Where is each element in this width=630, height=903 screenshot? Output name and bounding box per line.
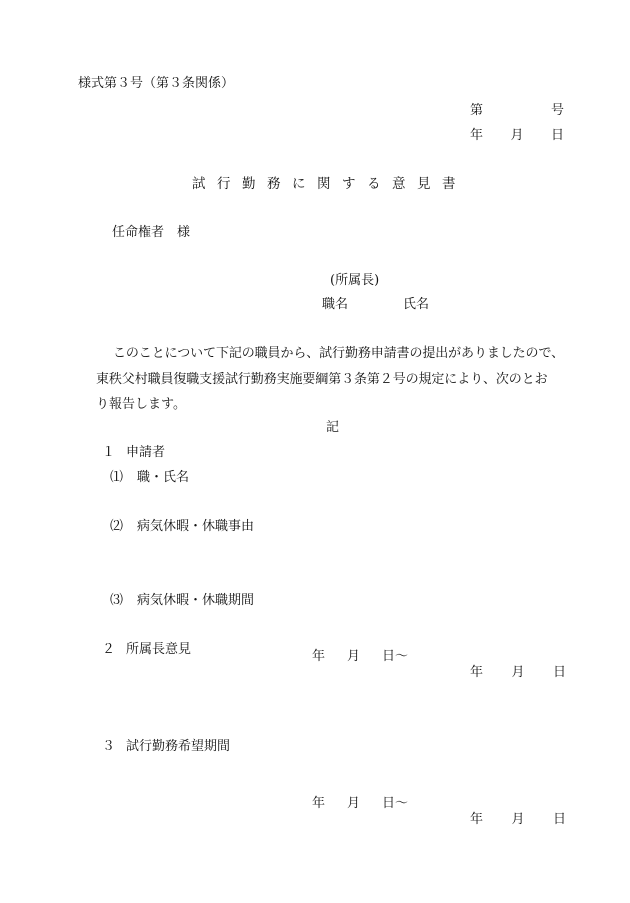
section-1-3-label: 病気休暇・休職期間 bbox=[137, 593, 255, 608]
trial-period-to bbox=[470, 812, 566, 828]
ki-marker: 記 bbox=[326, 420, 340, 435]
form-number: 様式第３号（第３条関係） bbox=[78, 76, 235, 91]
body-line-3: り報告します。 bbox=[96, 397, 186, 412]
trial-from-month-label: 月 bbox=[346, 796, 360, 811]
document-number-line bbox=[470, 103, 564, 119]
trial-from-year-label: 年 bbox=[312, 796, 326, 811]
absence-to-month-label: 月 bbox=[511, 665, 525, 680]
trial-period-from bbox=[312, 796, 408, 812]
addressee: 任命権者 様 bbox=[112, 225, 191, 240]
section-1-3-number: ⑶ bbox=[110, 593, 124, 608]
document-number-prefix: 第 bbox=[470, 103, 484, 118]
document-number-suffix: 号 bbox=[550, 103, 564, 118]
absence-from-month-label: 月 bbox=[346, 649, 360, 664]
absence-from-day-label: 日～ bbox=[381, 649, 408, 664]
section-1-label: 申請者 bbox=[126, 445, 166, 460]
body-line-1: このことについて下記の職員から、試行勤務申請書の提出がありましたので、 bbox=[113, 346, 564, 361]
section-1-2-label: 病気休暇・休職事由 bbox=[137, 519, 255, 534]
trial-to-year-label: 年 bbox=[470, 812, 484, 827]
section-2-number: ２ bbox=[102, 642, 116, 657]
section-1-number: １ bbox=[102, 445, 116, 460]
document-date-line bbox=[470, 128, 564, 144]
absence-period-to bbox=[470, 665, 566, 681]
sender-role: (所属長) bbox=[330, 273, 380, 288]
trial-to-day-label: 日 bbox=[552, 812, 566, 827]
trial-period-line bbox=[0, 764, 566, 827]
section-1-2-number: ⑵ bbox=[110, 519, 124, 534]
date-day-label: 日 bbox=[550, 128, 564, 143]
date-month-label: 月 bbox=[510, 128, 524, 143]
trial-to-month-label: 月 bbox=[511, 812, 525, 827]
date-year-label: 年 bbox=[470, 128, 484, 143]
sender-name-label: 氏名 bbox=[403, 297, 430, 312]
absence-to-year-label: 年 bbox=[470, 665, 484, 680]
document-title: 試行勤務に関する意見書 bbox=[192, 176, 467, 192]
absence-from-year-label: 年 bbox=[312, 649, 326, 664]
section-3-label: 試行勤務希望期間 bbox=[126, 739, 231, 754]
section-2-label: 所属長意見 bbox=[126, 642, 192, 657]
section-1-1-number: ⑴ bbox=[110, 470, 124, 485]
absence-to-day-label: 日 bbox=[552, 665, 566, 680]
section-1-1-label: 職・氏名 bbox=[137, 470, 190, 485]
body-line-2: 東秩父村職員復職支援試行勤務実施要綱第３条第２号の規定により、次のとお bbox=[96, 372, 548, 387]
absence-period-from bbox=[312, 649, 408, 665]
sender-position-label: 職名 bbox=[322, 297, 349, 312]
trial-from-day-label: 日～ bbox=[381, 796, 408, 811]
section-3-number: ３ bbox=[102, 739, 116, 754]
